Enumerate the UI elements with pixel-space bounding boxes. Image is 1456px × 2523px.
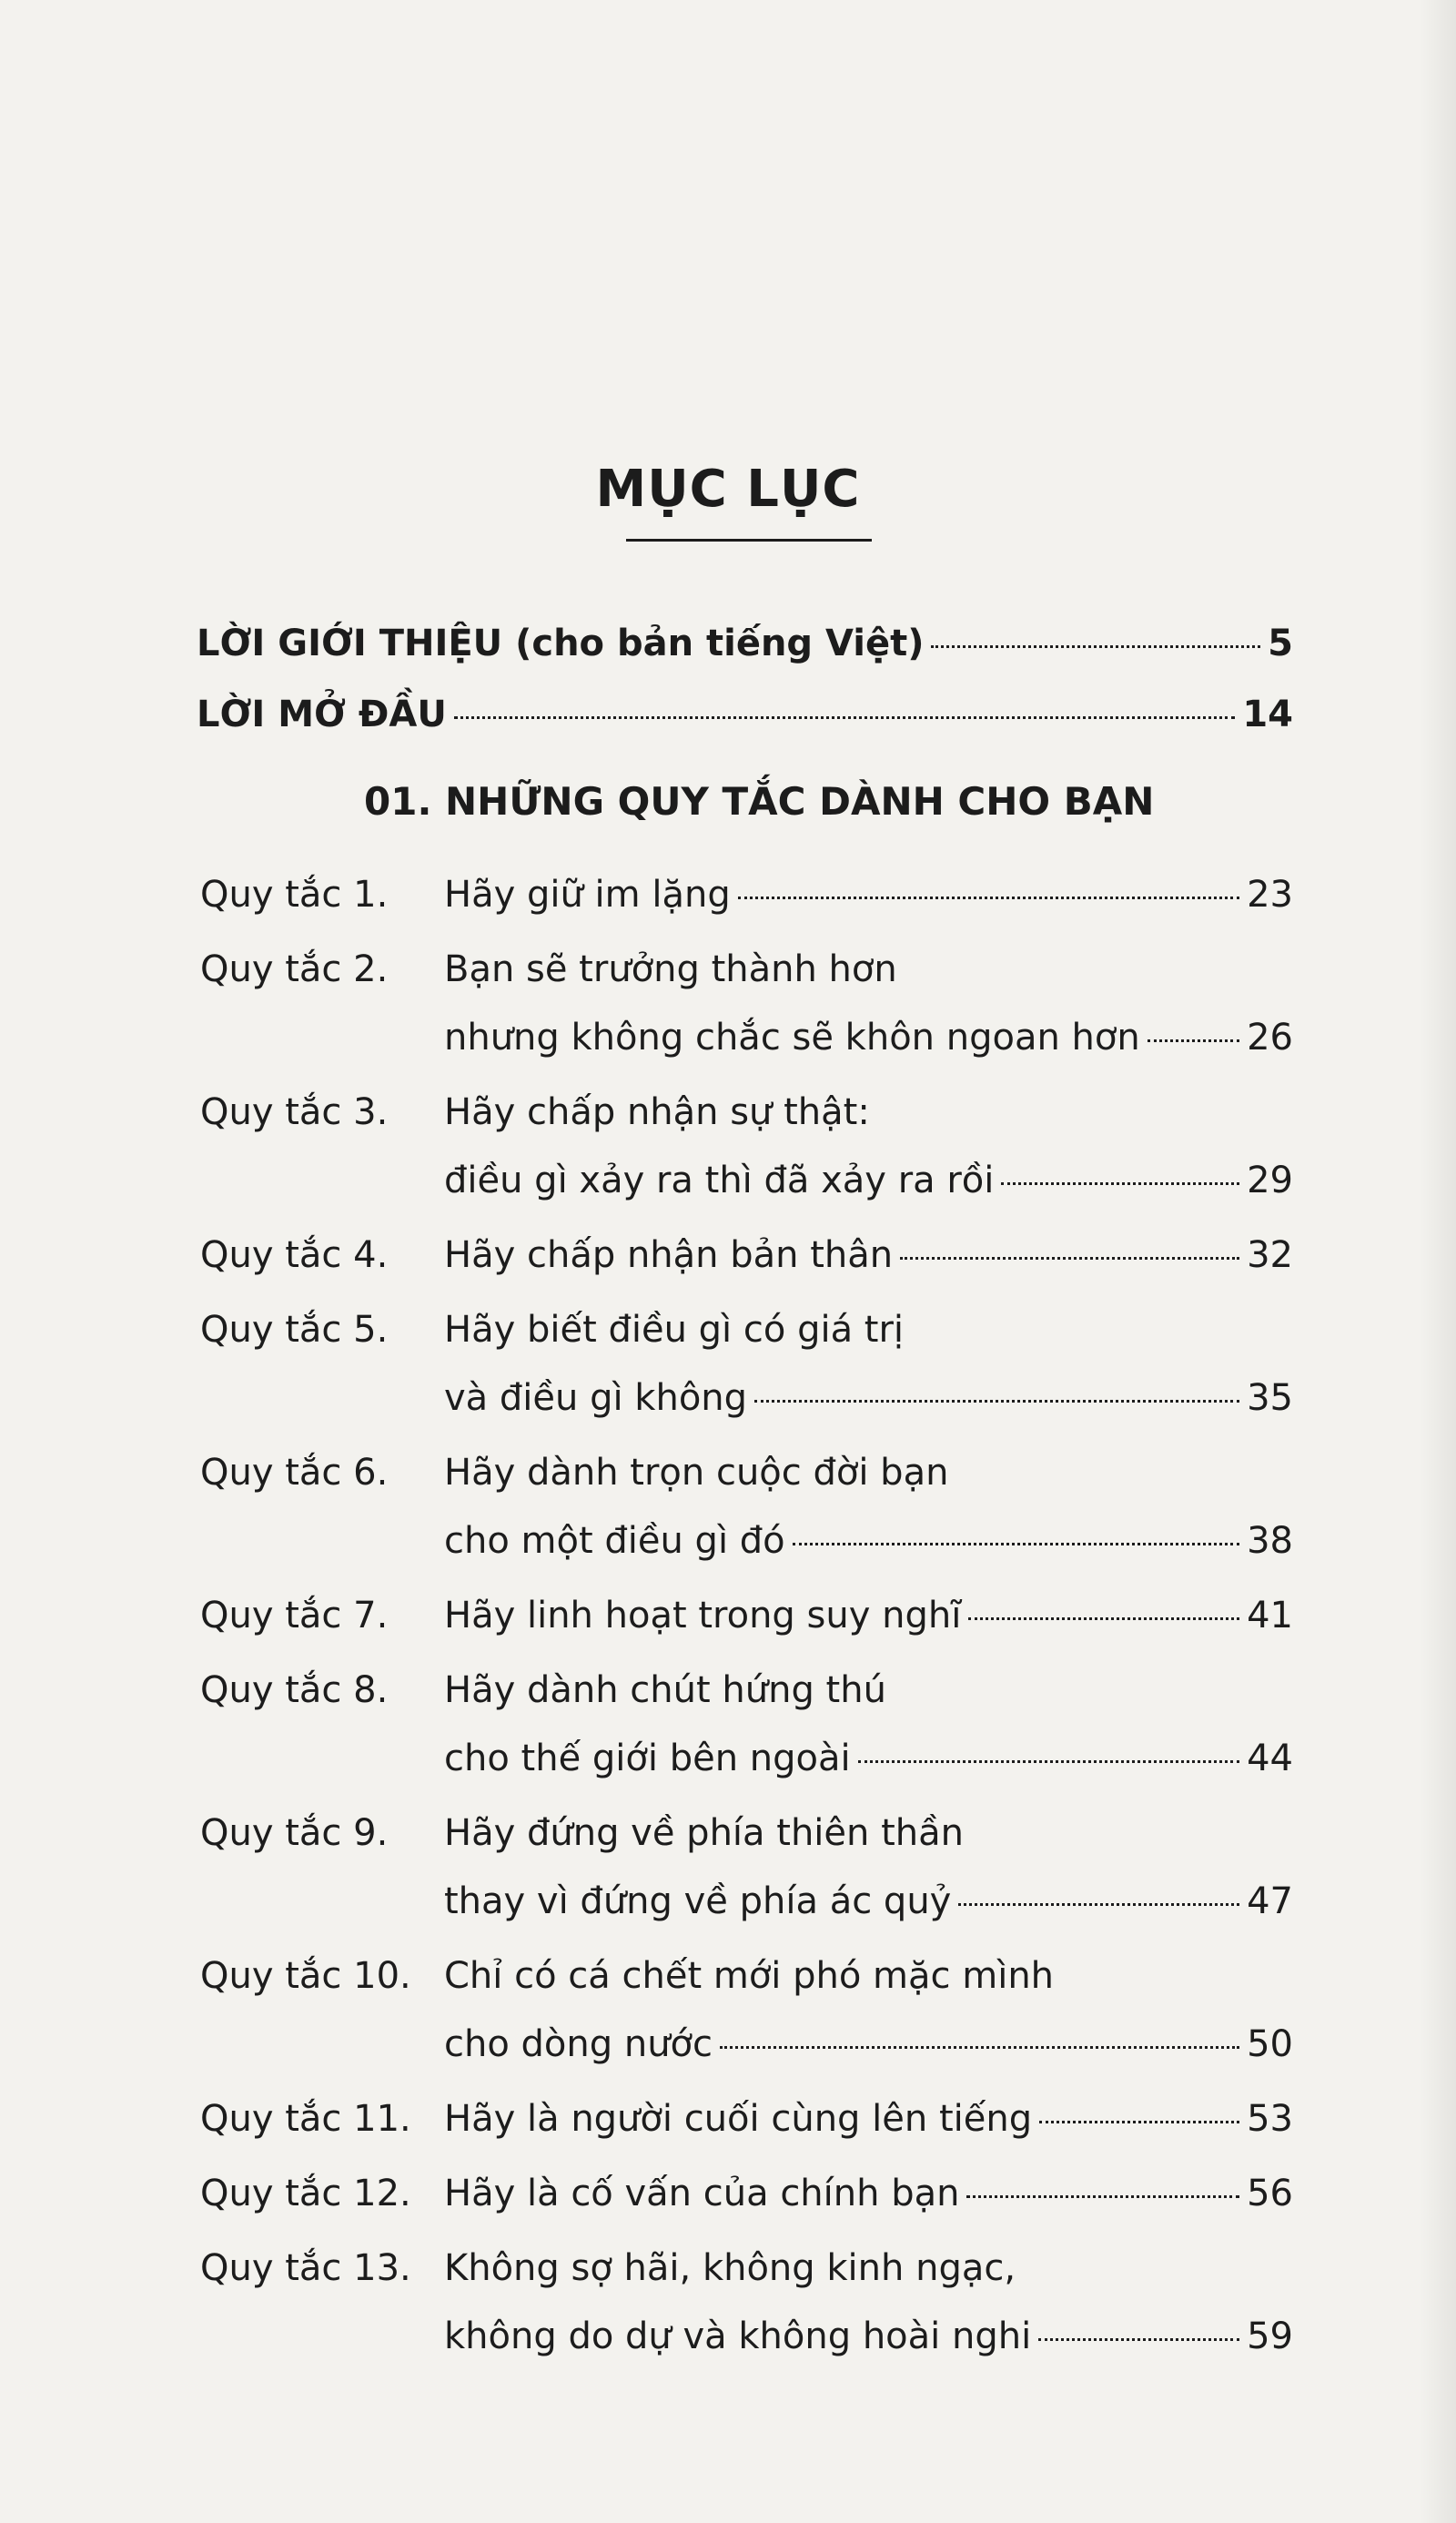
dot-leader (858, 1760, 1239, 1763)
toc-entry-label: LỜI MỞ ĐẦU (197, 694, 447, 735)
rule-entry-line (444, 2098, 1293, 2140)
dot-leader (1039, 2121, 1239, 2123)
rule-label: Quy tắc 8. (200, 1669, 389, 1711)
rule-label: Quy tắc 7. (200, 1595, 389, 1636)
dot-leader (958, 1903, 1239, 1906)
rule-title-text: Hãy là cố vấn của chính bạn (444, 2173, 960, 2214)
rule-entry-line (444, 2315, 1293, 2357)
toc-page-number: 26 (1247, 1017, 1293, 1059)
toc-entry-label: LỜI GIỚI THIỆU (cho bản tiếng Việt) (197, 623, 925, 664)
dot-leader (1038, 2338, 1239, 2341)
rule-entry-line (444, 2173, 1293, 2214)
rule-label: Quy tắc 6. (200, 1452, 389, 1494)
rule-title-line: Hãy đứng về phía thiên thần (444, 1812, 964, 1854)
rule-title-line: Hãy biết điều gì có giá trị (444, 1309, 905, 1351)
rule-title-text: thay vì đứng về phía ác quỷ (444, 1880, 952, 1922)
rule-title-text: Hãy là người cuối cùng lên tiếng (444, 2098, 1033, 2140)
rule-title-text: điều gì xảy ra thì đã xảy ra rồi (444, 1160, 995, 1201)
toc-entry-preface (197, 694, 1293, 735)
rule-label: Quy tắc 3. (200, 1091, 389, 1133)
toc-entry-introduction (197, 623, 1293, 664)
rule-label: Quy tắc 13. (200, 2247, 411, 2289)
rule-entry-line (444, 874, 1293, 916)
dot-leader (931, 645, 1260, 648)
rule-entry-line (444, 1377, 1293, 1419)
toc-page-number: 32 (1247, 1234, 1293, 1276)
rule-entry-line (444, 2023, 1293, 2065)
title-underline (626, 539, 872, 542)
rule-title-line: Chỉ có cá chết mới phó mặc mình (444, 1955, 1055, 1997)
rule-title-text: Hãy giữ im lặng (444, 874, 731, 916)
rule-entry-line (444, 1234, 1293, 1276)
rule-entry-line (444, 1160, 1293, 1201)
toc-page-number: 56 (1247, 2173, 1293, 2214)
toc-page-number: 41 (1247, 1595, 1293, 1636)
dot-leader (900, 1257, 1239, 1260)
toc-page-number: 23 (1247, 874, 1293, 916)
page-title: MỤC LỤC (595, 460, 861, 519)
toc-page-number: 5 (1268, 623, 1293, 664)
dot-leader (1148, 1039, 1239, 1042)
toc-page-number: 29 (1247, 1160, 1293, 1201)
rule-title-text: Hãy linh hoạt trong suy nghĩ (444, 1595, 962, 1636)
rule-entry-line (444, 1017, 1293, 1059)
page-edge-shadow (1420, 0, 1456, 2523)
toc-page-number: 35 (1247, 1377, 1293, 1419)
rule-label: Quy tắc 4. (200, 1234, 389, 1276)
toc-page-number: 47 (1247, 1880, 1293, 1922)
rule-title-text: cho thế giới bên ngoài (444, 1738, 851, 1779)
rule-entry-line (444, 1595, 1293, 1636)
toc-page-number: 59 (1247, 2315, 1293, 2357)
rule-title-text: nhưng không chắc sẽ khôn ngoan hơn (444, 1017, 1140, 1059)
dot-leader (793, 1543, 1239, 1545)
rule-title-line: Bạn sẽ trưởng thành hơn (444, 948, 897, 990)
rule-label: Quy tắc 5. (200, 1309, 389, 1351)
rule-title-text: cho một điều gì đó (444, 1520, 785, 1562)
rule-title-line: Hãy dành chút hứng thú (444, 1669, 886, 1711)
rule-title-line: Không sợ hãi, không kinh ngạc, (444, 2247, 1016, 2289)
dot-leader (1001, 1182, 1239, 1185)
rule-title-text: Hãy chấp nhận bản thân (444, 1234, 894, 1276)
rule-label: Quy tắc 9. (200, 1812, 389, 1854)
rule-entry-line (444, 1520, 1293, 1562)
rule-label: Quy tắc 11. (200, 2098, 411, 2140)
toc-page-number: 38 (1247, 1520, 1293, 1562)
rule-title-line: Hãy dành trọn cuộc đời bạn (444, 1452, 949, 1494)
dot-leader (738, 897, 1239, 899)
rule-title-text: không do dự và không hoài nghi (444, 2315, 1032, 2357)
toc-page-number: 44 (1247, 1738, 1293, 1779)
dot-leader (968, 1617, 1239, 1620)
section-heading: 01. NHỮNG QUY TẮC DÀNH CHO BẠN (364, 779, 1155, 824)
toc-page-number: 53 (1247, 2098, 1293, 2140)
toc-page-number: 50 (1247, 2023, 1293, 2065)
rule-label: Quy tắc 12. (200, 2173, 411, 2214)
rule-label: Quy tắc 1. (200, 874, 389, 916)
rule-title-text: cho dòng nước (444, 2023, 713, 2065)
rule-label: Quy tắc 2. (200, 948, 389, 990)
rule-entry-line (444, 1738, 1293, 1779)
dot-leader (754, 1400, 1239, 1403)
toc-page-number: 14 (1242, 694, 1293, 735)
dot-leader (454, 716, 1235, 719)
dot-leader (966, 2195, 1239, 2198)
dot-leader (720, 2046, 1239, 2049)
rule-title-line: Hãy chấp nhận sự thật: (444, 1091, 870, 1133)
rule-label: Quy tắc 10. (200, 1955, 411, 1997)
rule-entry-line (444, 1880, 1293, 1922)
rule-title-text: và điều gì không (444, 1377, 748, 1419)
